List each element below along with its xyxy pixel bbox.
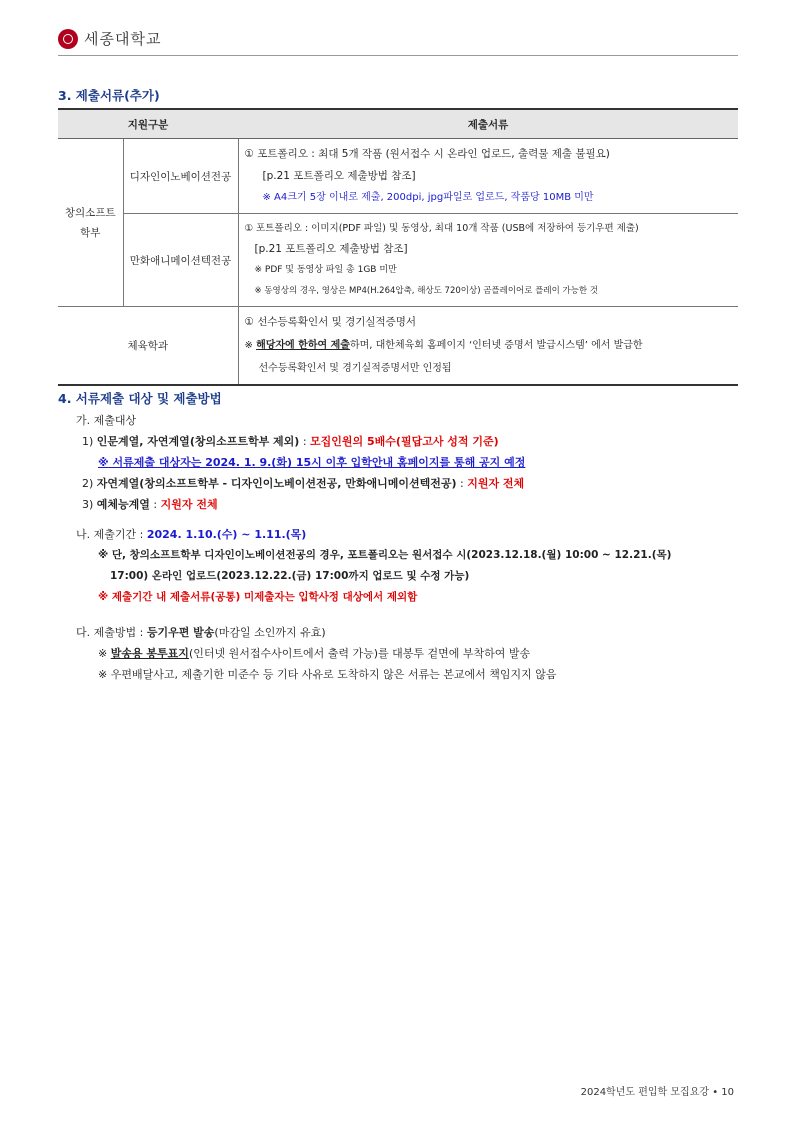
pe-line1: ① 선수등록확인서 및 경기실적증명서 — [244, 316, 417, 328]
da-note2: ※ 우편배달사고, 제출기한 미준수 등 기타 사유로 도착하지 않은 서류는 본교에서 책임지지 않음 — [98, 668, 557, 681]
note-mark: ※ — [98, 647, 111, 660]
design-line2: [p.21 포트폴리오 제출방법 참조] — [262, 170, 416, 182]
documents-table — [58, 108, 738, 386]
submission-target — [58, 410, 748, 515]
na-period: 2024. 1.10.(수) ~ 1.11.(목) — [146, 528, 307, 541]
cartoon-line4: ※ 동영상의 경우, 영상은 MP4(H.264압축, 해상도 720이상) 곰플레이어로 플레이 가능한 것 — [254, 286, 599, 296]
design-line3: ※ A4크기 5장 이내로 제출, 200dpi, jpg파일로 업로드, 작품당 10MB 미만 — [262, 192, 594, 203]
na-label: 나. 제출기간 : — [76, 528, 147, 541]
da-method: 등기우편 발송 — [146, 626, 215, 639]
table-row — [58, 307, 738, 386]
page-footer: 2024학년도 편입학 모집요강 • 10 — [580, 1087, 734, 1098]
item3-sep: : — [149, 498, 161, 511]
note-mark: ※ — [244, 340, 257, 351]
design-documents — [238, 139, 738, 214]
submission-method — [58, 622, 748, 685]
design-line1: ① 포트폴리오 : 최대 5개 작품 (원서접수 시 온라인 업로드, 출력물 제출 불필요) — [244, 148, 610, 160]
da-note1-rest: (인터넷 원서접수사이트에서 출력 가능)를 대봉투 겉면에 부착하여 발송 — [188, 647, 531, 660]
cartoon-line1: ① 포트폴리오 : 이미지(PDF 파일) 및 동영상, 최대 10개 작품 (USB에 저장하여 등기우편 제출) — [244, 223, 639, 234]
col-documents: 제출서류 — [238, 109, 738, 139]
item2-value: 지원자 전체 — [467, 477, 525, 490]
item1-sep: : — [299, 435, 311, 448]
item2-sep: : — [456, 477, 468, 490]
table-header-row — [58, 109, 738, 139]
department-group: 창의소프트 학부 — [58, 139, 123, 307]
cartoon-documents — [238, 214, 738, 307]
university-name: 세종대학교 — [84, 30, 162, 48]
ga-label: 가. 제출대상 — [76, 414, 137, 427]
item3-scope: 예체능계열 — [96, 498, 150, 511]
table-row — [58, 214, 738, 307]
pe-major: 체육학과 — [58, 307, 238, 386]
cartoon-line2: [p.21 포트폴리오 제출방법 참조] — [254, 243, 408, 255]
na-note2: 17:00) 온라인 업로드(2023.12.22.(금) 17:00까지 업로드 및 수정 가능) — [110, 570, 470, 582]
pe-documents — [238, 307, 738, 386]
item1-number: 1) — [82, 435, 97, 448]
da-rest: (마감일 소인까지 유효) — [214, 626, 326, 639]
pe-line3: 선수등록확인서 및 경기실적증명서만 인정됨 — [258, 363, 452, 374]
cartoon-major: 만화애니메이션텍전공 — [123, 214, 238, 307]
item3-number: 3) — [82, 498, 97, 511]
da-note1 — [58, 643, 748, 664]
page-header — [58, 28, 161, 49]
na-line — [58, 524, 748, 545]
item2-number: 2) — [82, 477, 97, 490]
item2-scope: 자연계열(창의소프트학부 - 디자인이노베이션전공, 만화애니메이션텍전공) — [96, 477, 457, 490]
pe-line2-emphasis: 해당자에 한하여 제출 — [256, 340, 350, 351]
item1-value: 모집인원의 5배수(필답고사 성적 기준) — [310, 435, 499, 448]
item2 — [58, 473, 748, 494]
na-note3: ※ 제출기간 내 제출서류(공통) 미제출자는 입학사정 대상에서 제외함 — [98, 591, 418, 603]
section3-title: 3. 제출서류(추가) — [58, 88, 160, 103]
item1-scope: 인문계열, 자연계열(창의소프트학부 제외) — [96, 435, 300, 448]
cartoon-line3: ※ PDF 및 동영상 파일 총 1GB 미만 — [254, 265, 397, 275]
da-line — [58, 622, 748, 643]
section4-title: 4. 서류제출 대상 및 제출방법 — [58, 391, 222, 406]
item1-note: ※ 서류제출 대상자는 2024. 1. 9.(화) 15시 이후 입학안내 홈페이지를 통해 공지 예정 — [98, 456, 526, 469]
da-label: 다. 제출방법 : — [76, 626, 147, 639]
university-logo-icon — [58, 29, 78, 49]
design-major: 디자인이노베이션전공 — [123, 139, 238, 214]
submission-period — [58, 524, 748, 608]
pe-line2 — [245, 334, 733, 357]
pe-line2-rest: 하며, 대한체육회 홈페이지 ‘인터넷 증명서 발급시스템’ 에서 발급한 — [349, 340, 643, 351]
table-row — [58, 139, 738, 214]
item3-value: 지원자 전체 — [160, 498, 218, 511]
header-divider — [58, 55, 738, 56]
col-division: 지원구분 — [58, 109, 238, 139]
item3 — [58, 494, 748, 515]
na-note1: ※ 단, 창의소프트학부 디자인이노베이션전공의 경우, 포트폴리오는 원서접수 시(2023.12.18.(월) 10:00 ~ 12.21.(목) — [98, 549, 672, 561]
watermark: ​ — [336, 520, 340, 544]
item1 — [58, 431, 748, 452]
da-note1-emphasis: 발송용 봉투표지 — [110, 647, 189, 660]
